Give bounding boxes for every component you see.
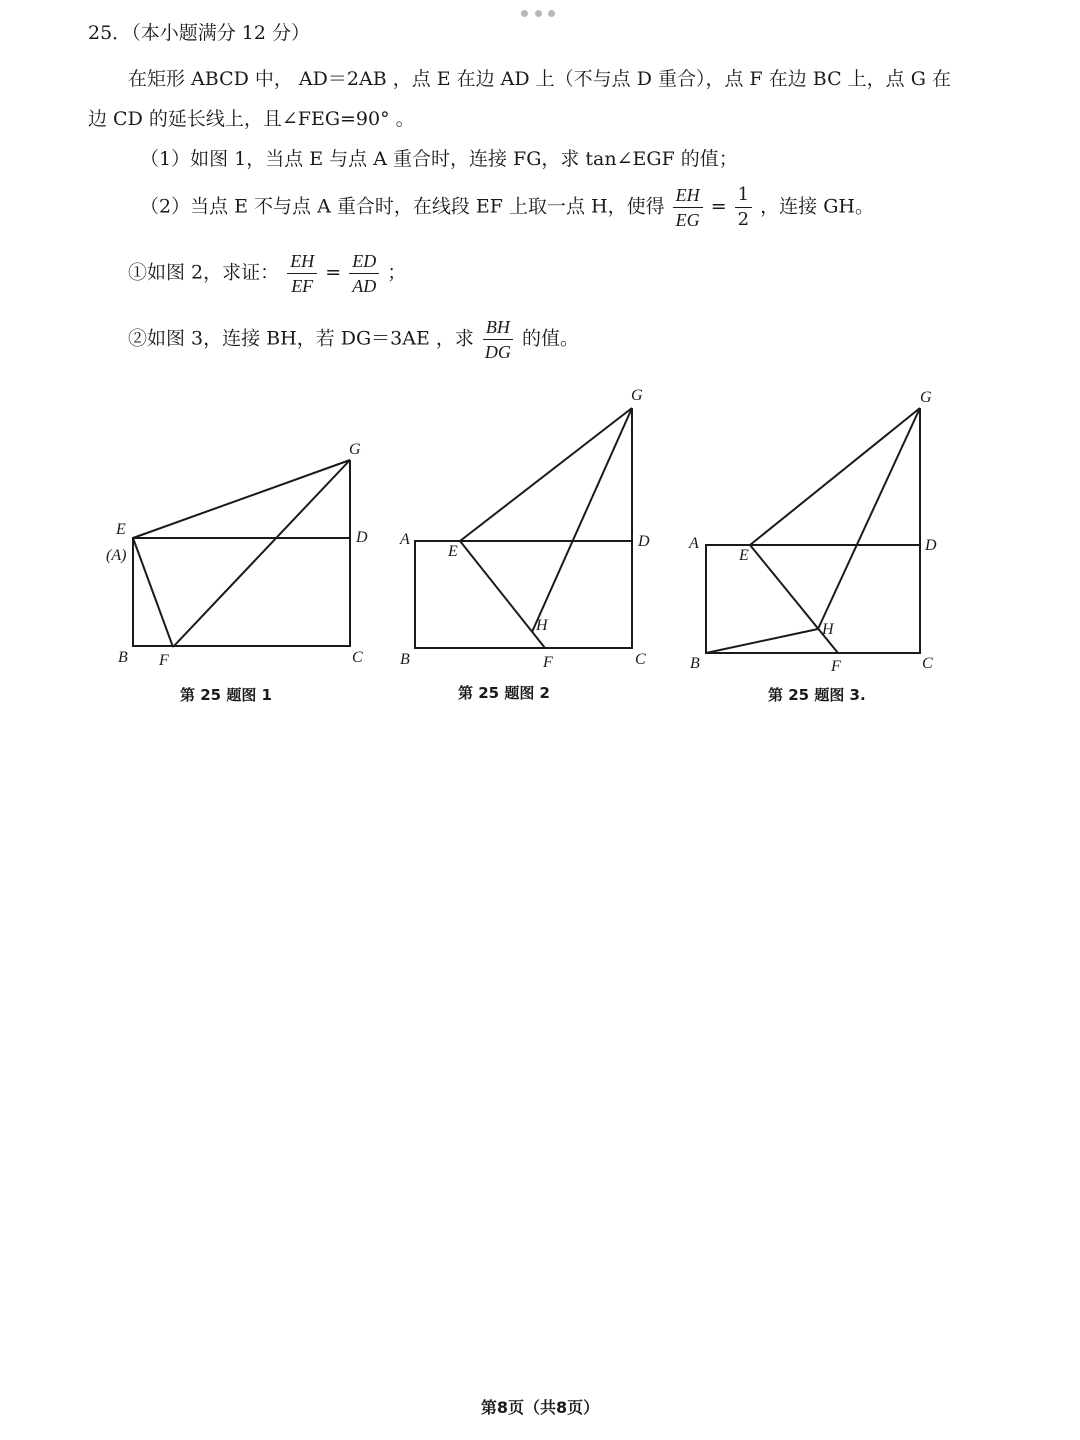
part-1: （1）如图 1，当点 E 与点 A 重合时，连接 FG，求 tan∠EGF 的值； bbox=[140, 148, 738, 170]
label-b: B bbox=[118, 649, 128, 666]
segment-gh bbox=[532, 408, 632, 632]
figure-2-caption: 第 25 题图 2 bbox=[458, 684, 550, 702]
label-d: D bbox=[925, 537, 937, 554]
sub-2-text: ②如图 3，连接 BH，若 DG＝3AE ，求 bbox=[128, 327, 474, 350]
label-e: E bbox=[739, 547, 749, 564]
label-a: A bbox=[689, 535, 699, 552]
figure-3 bbox=[680, 380, 980, 710]
label-b: B bbox=[690, 655, 700, 672]
label-g: G bbox=[920, 389, 932, 406]
fraction-eh-eg bbox=[673, 184, 703, 231]
fraction-denominator: EF bbox=[291, 276, 314, 296]
sub-1-text: ①如图 2，求证： bbox=[128, 261, 280, 284]
sub-2-tail: 的值。 bbox=[521, 327, 579, 350]
dot bbox=[548, 10, 555, 17]
sub-question-2 bbox=[128, 316, 579, 363]
label-d: D bbox=[356, 529, 368, 546]
intro-line-1: 在矩形 ABCD 中， AD＝2AB ，点 E 在边 AD 上（不与点 D 重合），点 F 在边 BC 上，点 G 在 bbox=[128, 68, 951, 90]
fraction-eh-ef bbox=[287, 250, 317, 297]
problem-points: （本小题满分 12 分） bbox=[131, 22, 310, 44]
label-g: G bbox=[349, 441, 361, 458]
label-f: F bbox=[159, 652, 169, 669]
fraction-one-half bbox=[735, 184, 752, 231]
fraction-denominator: EG bbox=[675, 210, 700, 230]
segment-eg bbox=[133, 460, 350, 538]
figure-1 bbox=[100, 380, 390, 710]
rectangle-abcd bbox=[133, 538, 350, 646]
figure-1-diagram bbox=[100, 380, 390, 710]
label-g: G bbox=[631, 387, 643, 404]
figure-3-diagram bbox=[680, 380, 980, 710]
fraction-numerator: BH bbox=[483, 316, 513, 340]
label-e: E bbox=[448, 543, 458, 560]
fraction-numerator: EH bbox=[287, 250, 317, 274]
label-c: C bbox=[635, 651, 646, 668]
fraction-ed-ad bbox=[349, 250, 379, 297]
sub-1-tail: ； bbox=[387, 261, 407, 284]
segment-eg bbox=[460, 408, 632, 541]
label-d: D bbox=[638, 533, 650, 550]
figure-1-caption: 第 25 题图 1 bbox=[180, 686, 272, 704]
fraction-bh-dg bbox=[482, 316, 514, 363]
sub-question-1 bbox=[128, 250, 406, 297]
page-footer: 第8页（共8页） bbox=[480, 1398, 600, 1417]
segment-bh bbox=[706, 629, 818, 653]
dot bbox=[535, 10, 542, 17]
fraction-denominator: 2 bbox=[737, 209, 750, 230]
label-a: A bbox=[400, 531, 410, 548]
fraction-denominator: AD bbox=[352, 276, 377, 296]
figure-2-diagram bbox=[390, 380, 680, 710]
problem-heading bbox=[88, 20, 310, 46]
more-dots-icon[interactable] bbox=[521, 8, 555, 18]
equals-sign: = bbox=[710, 195, 727, 218]
intro-line-2: 边 CD 的延长线上，且∠FEG=90° 。 bbox=[88, 108, 415, 130]
figure-3-caption: 第 25 题图 3. bbox=[768, 686, 866, 704]
dot bbox=[521, 10, 528, 17]
segment-fg bbox=[173, 460, 350, 647]
label-c: C bbox=[922, 655, 933, 672]
fraction-numerator: EH bbox=[673, 184, 703, 208]
fraction-numerator: ED bbox=[349, 250, 379, 274]
fraction-numerator: 1 bbox=[735, 184, 752, 208]
label-e: E bbox=[116, 521, 126, 538]
part-2-tail: ，连接 GH。 bbox=[760, 195, 874, 218]
fraction-denominator: DG bbox=[484, 342, 511, 362]
problem-number: 25． bbox=[88, 22, 132, 44]
part-2 bbox=[140, 184, 874, 231]
label-c: C bbox=[352, 649, 363, 666]
figure-2 bbox=[390, 380, 680, 710]
equals-sign: = bbox=[325, 261, 342, 284]
segment-gh bbox=[818, 408, 920, 629]
label-b: B bbox=[400, 651, 410, 668]
segment-eg bbox=[750, 408, 920, 545]
label-f: F bbox=[831, 658, 841, 675]
segment-ef bbox=[133, 538, 173, 647]
label-a: (A) bbox=[106, 547, 127, 564]
label-f: F bbox=[543, 654, 553, 671]
label-h: H bbox=[822, 621, 834, 638]
label-h: H bbox=[536, 617, 548, 634]
part-2-text: （2）当点 E 不与点 A 重合时，在线段 EF 上取一点 H，使得 bbox=[140, 195, 665, 218]
